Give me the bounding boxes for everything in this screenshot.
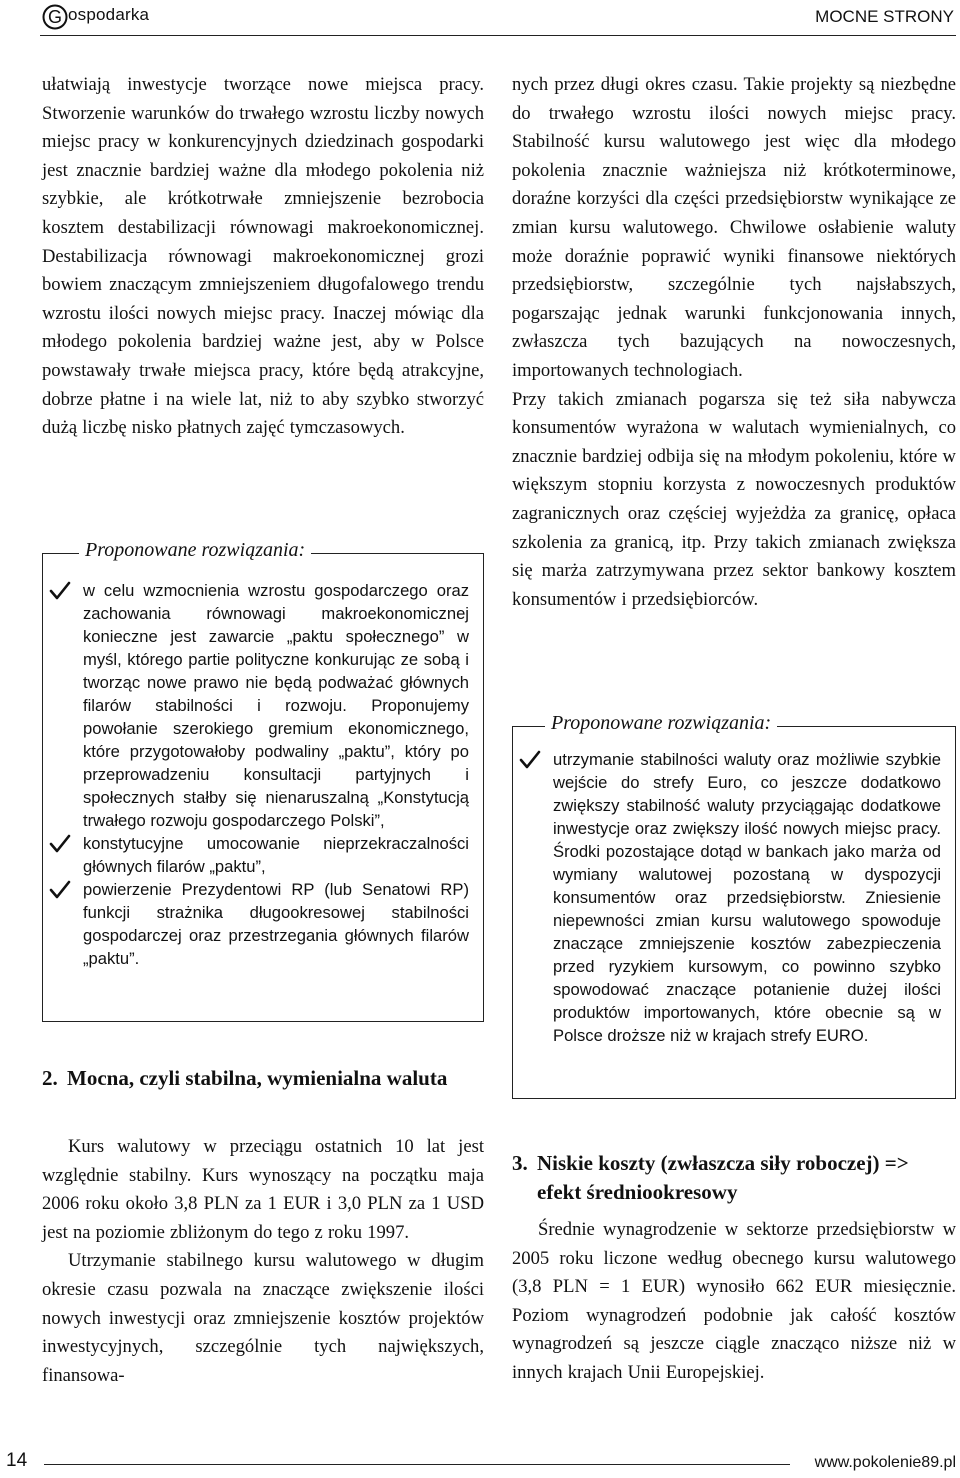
- proposal-list: [513, 726, 955, 1047]
- section-3-title: Niskie koszty (zwłaszcza siły roboczej) => efekt średniookresowy: [537, 1151, 909, 1204]
- right-column: [512, 71, 956, 614]
- logo-icon: [42, 4, 68, 30]
- section-3-number: 3.: [512, 1151, 528, 1175]
- checkmark-icon: [49, 581, 71, 601]
- left-column: [42, 71, 484, 443]
- section-title: ospodarka: [68, 5, 150, 24]
- section-2-title: Mocna, czyli stabilna, wymienialna waluta: [67, 1066, 448, 1090]
- body-paragraph: Przy takich zmianach pogarsza się też siła nabywcza konsumentów wyrażona w walutach wymienialnych, co znacznie bardziej odbija się na młodym pokoleniu, które w większym stopniu korzysta z nowoczesnych produktów zagranicznych oraz częściej wyjeżdża za granicę, opłaca szkolenia za granicą, itp. Przy takich zmianach zwiększa się marża zatrzymywana przez sektor bankowy kosztem konsumentów i przedsiębiorców.: [512, 388, 956, 610]
- body-paragraph: Średnie wynagrodzenie w sektorze przedsiębiorstw w 2005 roku liczone według obecnego kursu walutowego (3,8 PLN = 1 EUR) wynosiło 662 EUR miesięcznie. Poziom wynagrodzeń podobnie jak całość kosztów wynagrodzeń są jeszcze ciągle znacząco niższe niż w innych krajach Unii Europejskiej.: [512, 1219, 956, 1383]
- proposal-text: utrzymanie stabilności waluty oraz możliwie szybkie wejście do strefy Euro, co jeszcze dodatkowo zwiększy stabilność waluty przyciągając dodatkowe inwestycje oraz zwiększy ilość nowych miejsc pracy. Środki pozostające dotąd w bankach jako marża od wymiany walutowej pozostaną w dyspozycji konsumentów oraz przedsiębiorstw. Zniesienie niepewności zmian kursu walutowego spowoduje znaczące zmniejszenie kosztów zabezpieczenia przed ryzykiem kursowym, co powinno szybko spowodować znaczące potanienie dużej ilości produktów importowanych, które obecnie są w Polsce droższe niż w krajach strefy EURO.: [553, 750, 941, 1045]
- footer-url: www.pokolenie89.pl: [814, 1454, 956, 1471]
- body-paragraph: ułatwiają inwestycje tworzące nowe miejsca pracy. Stworzenie warunków do trwałego wzrostu liczby nowych miejsc pracy w konkurencyjnych dziedzinach gospodarki jest znacznie bardziej ważne dla młodego pokolenia niż szybkie, ale krótkotrwałe zmniejszenie bezrobocia kosztem destabilizacji równowagi makroekonomicznej. Destabilizacja równowagi makroekonomicznej grozi bowiem znaczącym zmniejszeniem długofalowego trendu wzrostu ilości nowych miejsc pracy. Inaczej mówiąc dla młodego pokolenia bardziej ważne jest, aby w Polsce powstawały trwałe miejsca pracy, które będą atrakcyjne, dobrze płatne i na wiele lat, niż to aby szybko stworzyć dużą liczbę nisko płatnych zajęć tymczasowych.: [42, 74, 484, 439]
- logo-letter: G: [47, 7, 63, 27]
- proposal-list: [43, 553, 483, 970]
- header-category: MOCNE STRONY: [815, 7, 954, 26]
- footer-divider: [44, 1464, 790, 1465]
- body-paragraph: Kurs walutowy w przeciągu ostatnich 10 lat jest względnie stabilny. Kurs wynoszący na początku maja 2006 roku około 3,8 PLN za 1 EUR i 3,0 PLN za 1 USD jest na poziomie zbliżonym do tego z roku 1997.: [42, 1136, 484, 1243]
- proposal-text: powierzenie Prezydentowi RP (lub Senatowi RP) funkcji strażnika długookresowej stabilności gospodarczej oraz przestrzegania głównych filarów „paktu”.: [83, 880, 469, 968]
- checkmark-icon: [49, 880, 71, 900]
- checkmark-icon: [519, 750, 541, 770]
- section-2-number: 2.: [42, 1066, 58, 1090]
- section-2-body: [42, 1133, 484, 1390]
- section-3-body: [512, 1216, 956, 1388]
- proposal-text: w celu wzmocnienia wzrostu gospodarczego oraz zachowania równowagi makroekonomicznej konieczne jest zawarcie „paktu społecznego” w myśl, którego partie polityczne konkurując ze sobą i tworząc nowe prawo nie będą podważać głównych filarów stabilności i rozwoju. Proponujemy powołanie szerokiego gremium ekonomicznego, które przygotowałoby podwaliny „paktu”, który po przeprowadzeniu konsultacji partyjnych i społecznych stałby się nienaruszalną „Konstytucją trwałego rozwoju gospodarczego Polski”,: [83, 581, 469, 830]
- proposal-item: [43, 832, 469, 878]
- header-divider: [40, 35, 956, 36]
- checkmark-icon: [49, 834, 71, 854]
- proposal-item: [43, 579, 469, 832]
- page-number: 14: [6, 1450, 28, 1471]
- proposals-box-1: [42, 539, 484, 1022]
- body-paragraph: Utrzymanie stabilnego kursu walutowego w długim okresie czasu pozwala na znaczące zwiększenie ilości nowych inwestycji oraz zmniejszenie kosztów projektów inwestycyjnych, szczególnie tych największych, finansowa-: [42, 1250, 484, 1386]
- proposal-text: konstytucyjne umocowanie nieprzekraczalności głównych filarów „paktu”,: [83, 834, 469, 876]
- box-title: Proponowane rozwiązania:: [79, 539, 311, 562]
- proposal-item: [43, 878, 469, 970]
- body-paragraph: nych przez długi okres czasu. Takie projekty są niezbędne do trwałego wzrostu ilości nowych miejsc pracy. Stabilność kursu walutowego jest więc dla młodego pokolenia znacznie ważniejsza niż krótkoterminowe, doraźne korzyści dla części przedsiębiorstw wynikające ze zmian kursu walutowego. Chwilowe osłabienie waluty może doraźnie poprawić wyniki finansowe niektórych przedsiębiorstw, szczególnie tych najsłabszych, pogarszając jednak warunki funkcjonowania innych, zwłaszcza tych bazujących na nowoczesnych, importowanych technologiach.: [512, 74, 956, 381]
- proposals-box-2: [512, 712, 956, 1099]
- proposal-item: [513, 748, 941, 1047]
- box-title: Proponowane rozwiązania:: [545, 712, 777, 735]
